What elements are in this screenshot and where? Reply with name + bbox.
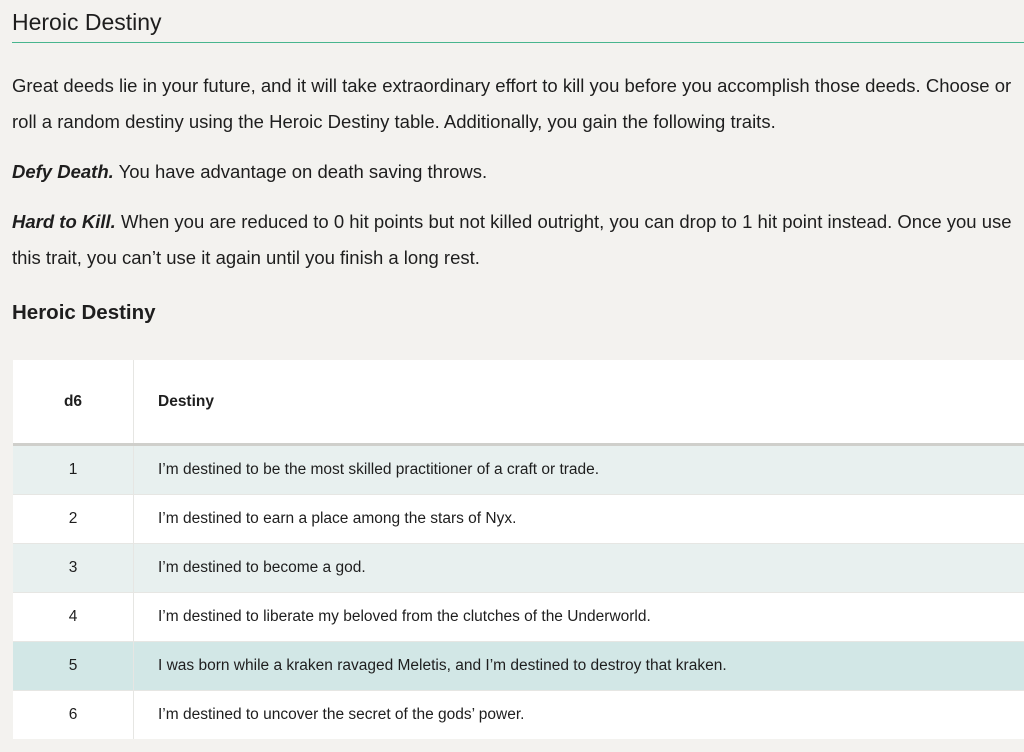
column-header-destiny: Destiny — [134, 360, 1024, 445]
trait-name: Defy Death. — [12, 161, 114, 182]
intro-paragraph: Great deeds lie in your future, and it will take extraordinary effort to kill you before you accomplish those deeds. Choose or roll a random destiny using the Heroic Destiny table. Additionally, you gain the following traits. — [12, 75, 1012, 132]
table-header-row — [13, 360, 1024, 445]
destiny-cell: I’m destined to be the most skilled practitioner of a craft or trade. — [134, 445, 1024, 495]
roll-cell: 1 — [13, 445, 134, 495]
table-row — [13, 495, 1024, 544]
heroic-destiny-table — [13, 360, 1024, 739]
roll-cell: 4 — [13, 593, 134, 642]
table-row-highlighted[interactable] — [13, 642, 1024, 691]
trait-hard-to-kill — [12, 204, 1012, 276]
roll-cell: 2 — [13, 495, 134, 544]
section-title: Heroic Destiny — [12, 9, 162, 35]
title-divider — [12, 42, 1024, 43]
destiny-cell: I’m destined to become a god. — [134, 544, 1024, 593]
table-row — [13, 691, 1024, 740]
roll-cell: 3 — [13, 544, 134, 593]
trait-name: Hard to Kill. — [12, 211, 116, 232]
table-title: Heroic Destiny — [12, 301, 156, 324]
destiny-cell: I’m destined to liberate my beloved from the clutches of the Underworld. — [134, 593, 1024, 642]
trait-text: When you are reduced to 0 hit points but not killed outright, you can drop to 1 hit point instead. Once you use this trait, you can’t use it again until you finish a long rest. — [12, 211, 1012, 268]
roll-cell: 5 — [13, 642, 134, 691]
column-header-d6: d6 — [13, 360, 134, 445]
table-row — [13, 445, 1024, 495]
destiny-cell: I was born while a kraken ravaged Meletis, and I’m destined to destroy that kraken. — [134, 642, 1024, 691]
roll-cell: 6 — [13, 691, 134, 740]
table-row — [13, 544, 1024, 593]
trait-defy-death — [12, 154, 1012, 190]
table-row — [13, 593, 1024, 642]
destiny-cell: I’m destined to uncover the secret of the gods’ power. — [134, 691, 1024, 740]
destiny-cell: I’m destined to earn a place among the stars of Nyx. — [134, 495, 1024, 544]
trait-text: You have advantage on death saving throws. — [113, 161, 488, 182]
